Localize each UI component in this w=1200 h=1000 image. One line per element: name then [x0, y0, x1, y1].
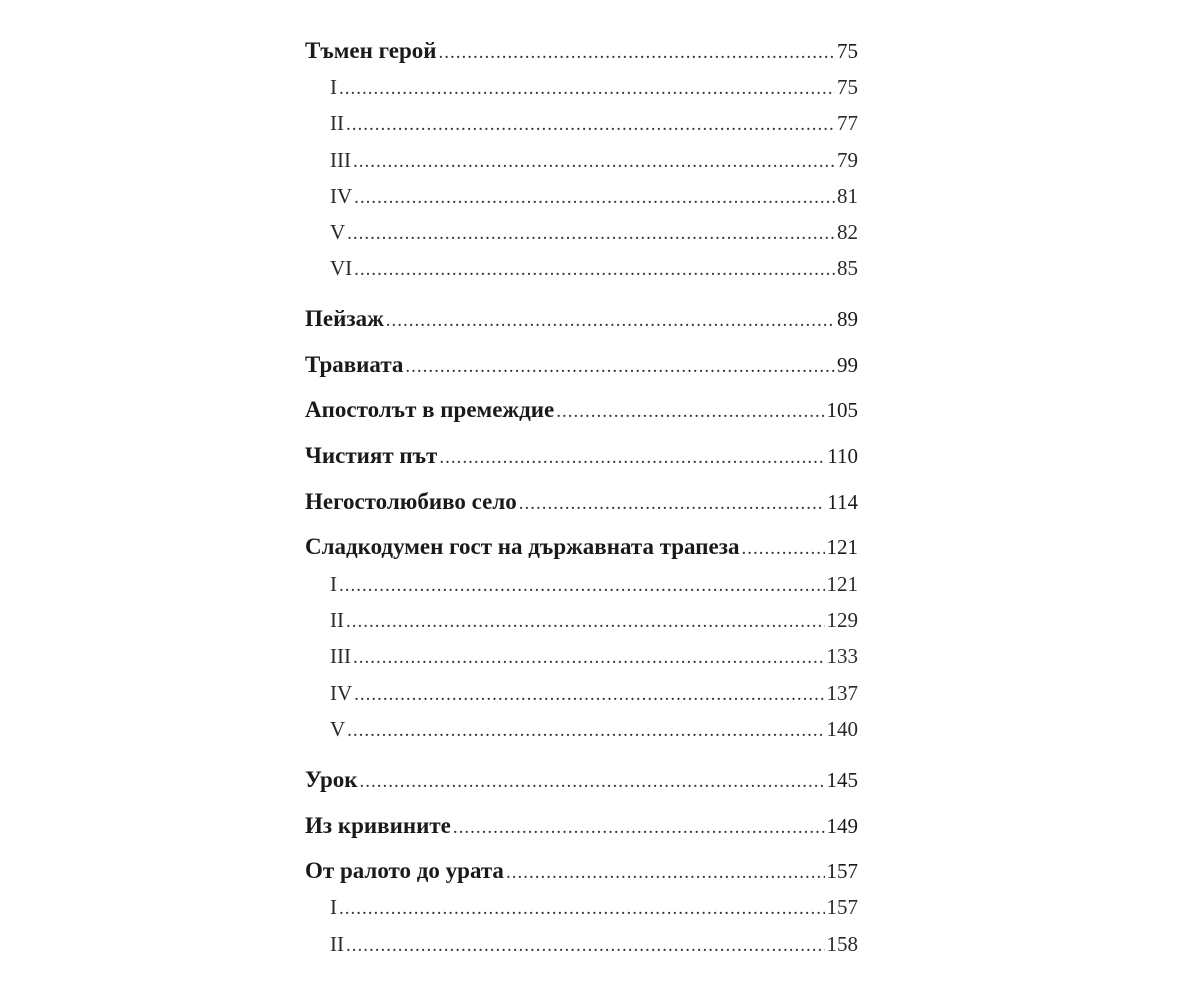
entry-title: Апостолът в премеждие [305, 397, 555, 422]
entry-title: Урок [305, 767, 358, 792]
toc-entry-section[interactable] [305, 111, 858, 141]
entry-title: Негостолюбиво село [305, 489, 517, 514]
toc-entry-section[interactable] [305, 717, 858, 747]
entry-title: II [330, 932, 344, 956]
toc-entry-section[interactable] [305, 608, 858, 638]
entry-title: Чистият път [305, 443, 438, 468]
toc-entry-chapter[interactable] [305, 767, 858, 797]
entry-title: VI [330, 256, 353, 280]
entry-page-number: 99 [837, 353, 858, 377]
dot-leader [353, 647, 825, 669]
dot-leader [346, 935, 825, 957]
entry-page-number: 145 [826, 768, 858, 792]
dot-leader [346, 114, 835, 136]
entry-title: III [330, 644, 351, 668]
toc-entry-chapter[interactable] [305, 443, 858, 473]
toc-entry-section[interactable] [305, 148, 858, 178]
dot-leader [453, 817, 825, 839]
entry-title: I [330, 75, 337, 99]
toc-entry-chapter[interactable] [305, 397, 858, 427]
entry-page-number: 82 [837, 220, 858, 244]
entry-page-number: 158 [826, 932, 858, 956]
entry-page-number: 81 [837, 184, 858, 208]
dot-leader [439, 447, 825, 469]
entry-title: V [330, 220, 346, 244]
entry-title: V [330, 717, 346, 741]
entry-page-number: 149 [826, 814, 858, 838]
entry-title: IV [330, 681, 353, 705]
entry-title: Пейзаж [305, 306, 384, 331]
dot-leader [354, 187, 835, 209]
entry-title: От ралото до урата [305, 858, 504, 883]
entry-title: II [330, 608, 344, 632]
toc-entry-section[interactable] [305, 256, 858, 286]
dot-leader [347, 720, 824, 742]
table-of-contents [305, 0, 858, 1000]
dot-leader [386, 310, 835, 332]
entry-page-number: 137 [826, 681, 858, 705]
entry-page-number: 121 [826, 535, 858, 559]
toc-entry-section[interactable] [305, 681, 858, 711]
toc-entry-chapter[interactable] [305, 489, 858, 519]
dot-leader [354, 684, 824, 706]
dot-leader [405, 356, 835, 378]
entry-page-number: 140 [826, 717, 858, 741]
dot-leader [741, 538, 824, 560]
dot-leader [519, 493, 826, 515]
entry-page-number: 105 [826, 398, 858, 422]
entry-page-number: 79 [837, 148, 858, 172]
toc-entry-chapter[interactable] [305, 534, 858, 564]
toc-entry-section[interactable] [305, 220, 858, 250]
dot-leader [353, 151, 835, 173]
entry-title: Травиата [305, 352, 404, 377]
dot-leader [360, 771, 825, 793]
toc-entry-section[interactable] [305, 932, 858, 962]
entry-title: II [330, 111, 344, 135]
toc-entry-section[interactable] [305, 895, 858, 925]
toc-entry-chapter[interactable] [305, 306, 858, 336]
entry-page-number: 75 [837, 39, 858, 63]
dot-leader [347, 223, 835, 245]
entry-page-number: 114 [827, 490, 858, 514]
entry-page-number: 157 [826, 895, 858, 919]
toc-entry-section[interactable] [305, 572, 858, 602]
entry-title: Тъмен герой [305, 38, 437, 63]
entry-page-number: 121 [826, 572, 858, 596]
entry-page-number: 89 [837, 307, 858, 331]
dot-leader [339, 898, 825, 920]
entry-page-number: 75 [837, 75, 858, 99]
entry-page-number: 129 [826, 608, 858, 632]
toc-entry-chapter[interactable] [305, 38, 858, 68]
entry-page-number: 77 [837, 111, 858, 135]
dot-leader [339, 575, 825, 597]
entry-page-number: 85 [837, 256, 858, 280]
dot-leader [346, 611, 825, 633]
dot-leader [556, 401, 824, 423]
toc-entry-section[interactable] [305, 75, 858, 105]
toc-entry-chapter[interactable] [305, 813, 858, 843]
entry-title: I [330, 572, 337, 596]
entry-page-number: 110 [827, 444, 858, 468]
dot-leader [439, 42, 835, 64]
toc-entry-section[interactable] [305, 644, 858, 674]
dot-leader [354, 259, 835, 281]
dot-leader [339, 78, 835, 100]
entry-title: Из кривините [305, 813, 451, 838]
toc-entry-section[interactable] [305, 184, 858, 214]
entry-title: IV [330, 184, 353, 208]
entry-page-number: 133 [826, 644, 858, 668]
entry-title: I [330, 895, 337, 919]
toc-entry-chapter[interactable] [305, 352, 858, 382]
entry-page-number: 157 [826, 859, 858, 883]
dot-leader [506, 862, 825, 884]
entry-title: Сладкодумен гост на държавната трапеза [305, 534, 740, 559]
toc-entry-chapter[interactable] [305, 858, 858, 888]
entry-title: III [330, 148, 351, 172]
